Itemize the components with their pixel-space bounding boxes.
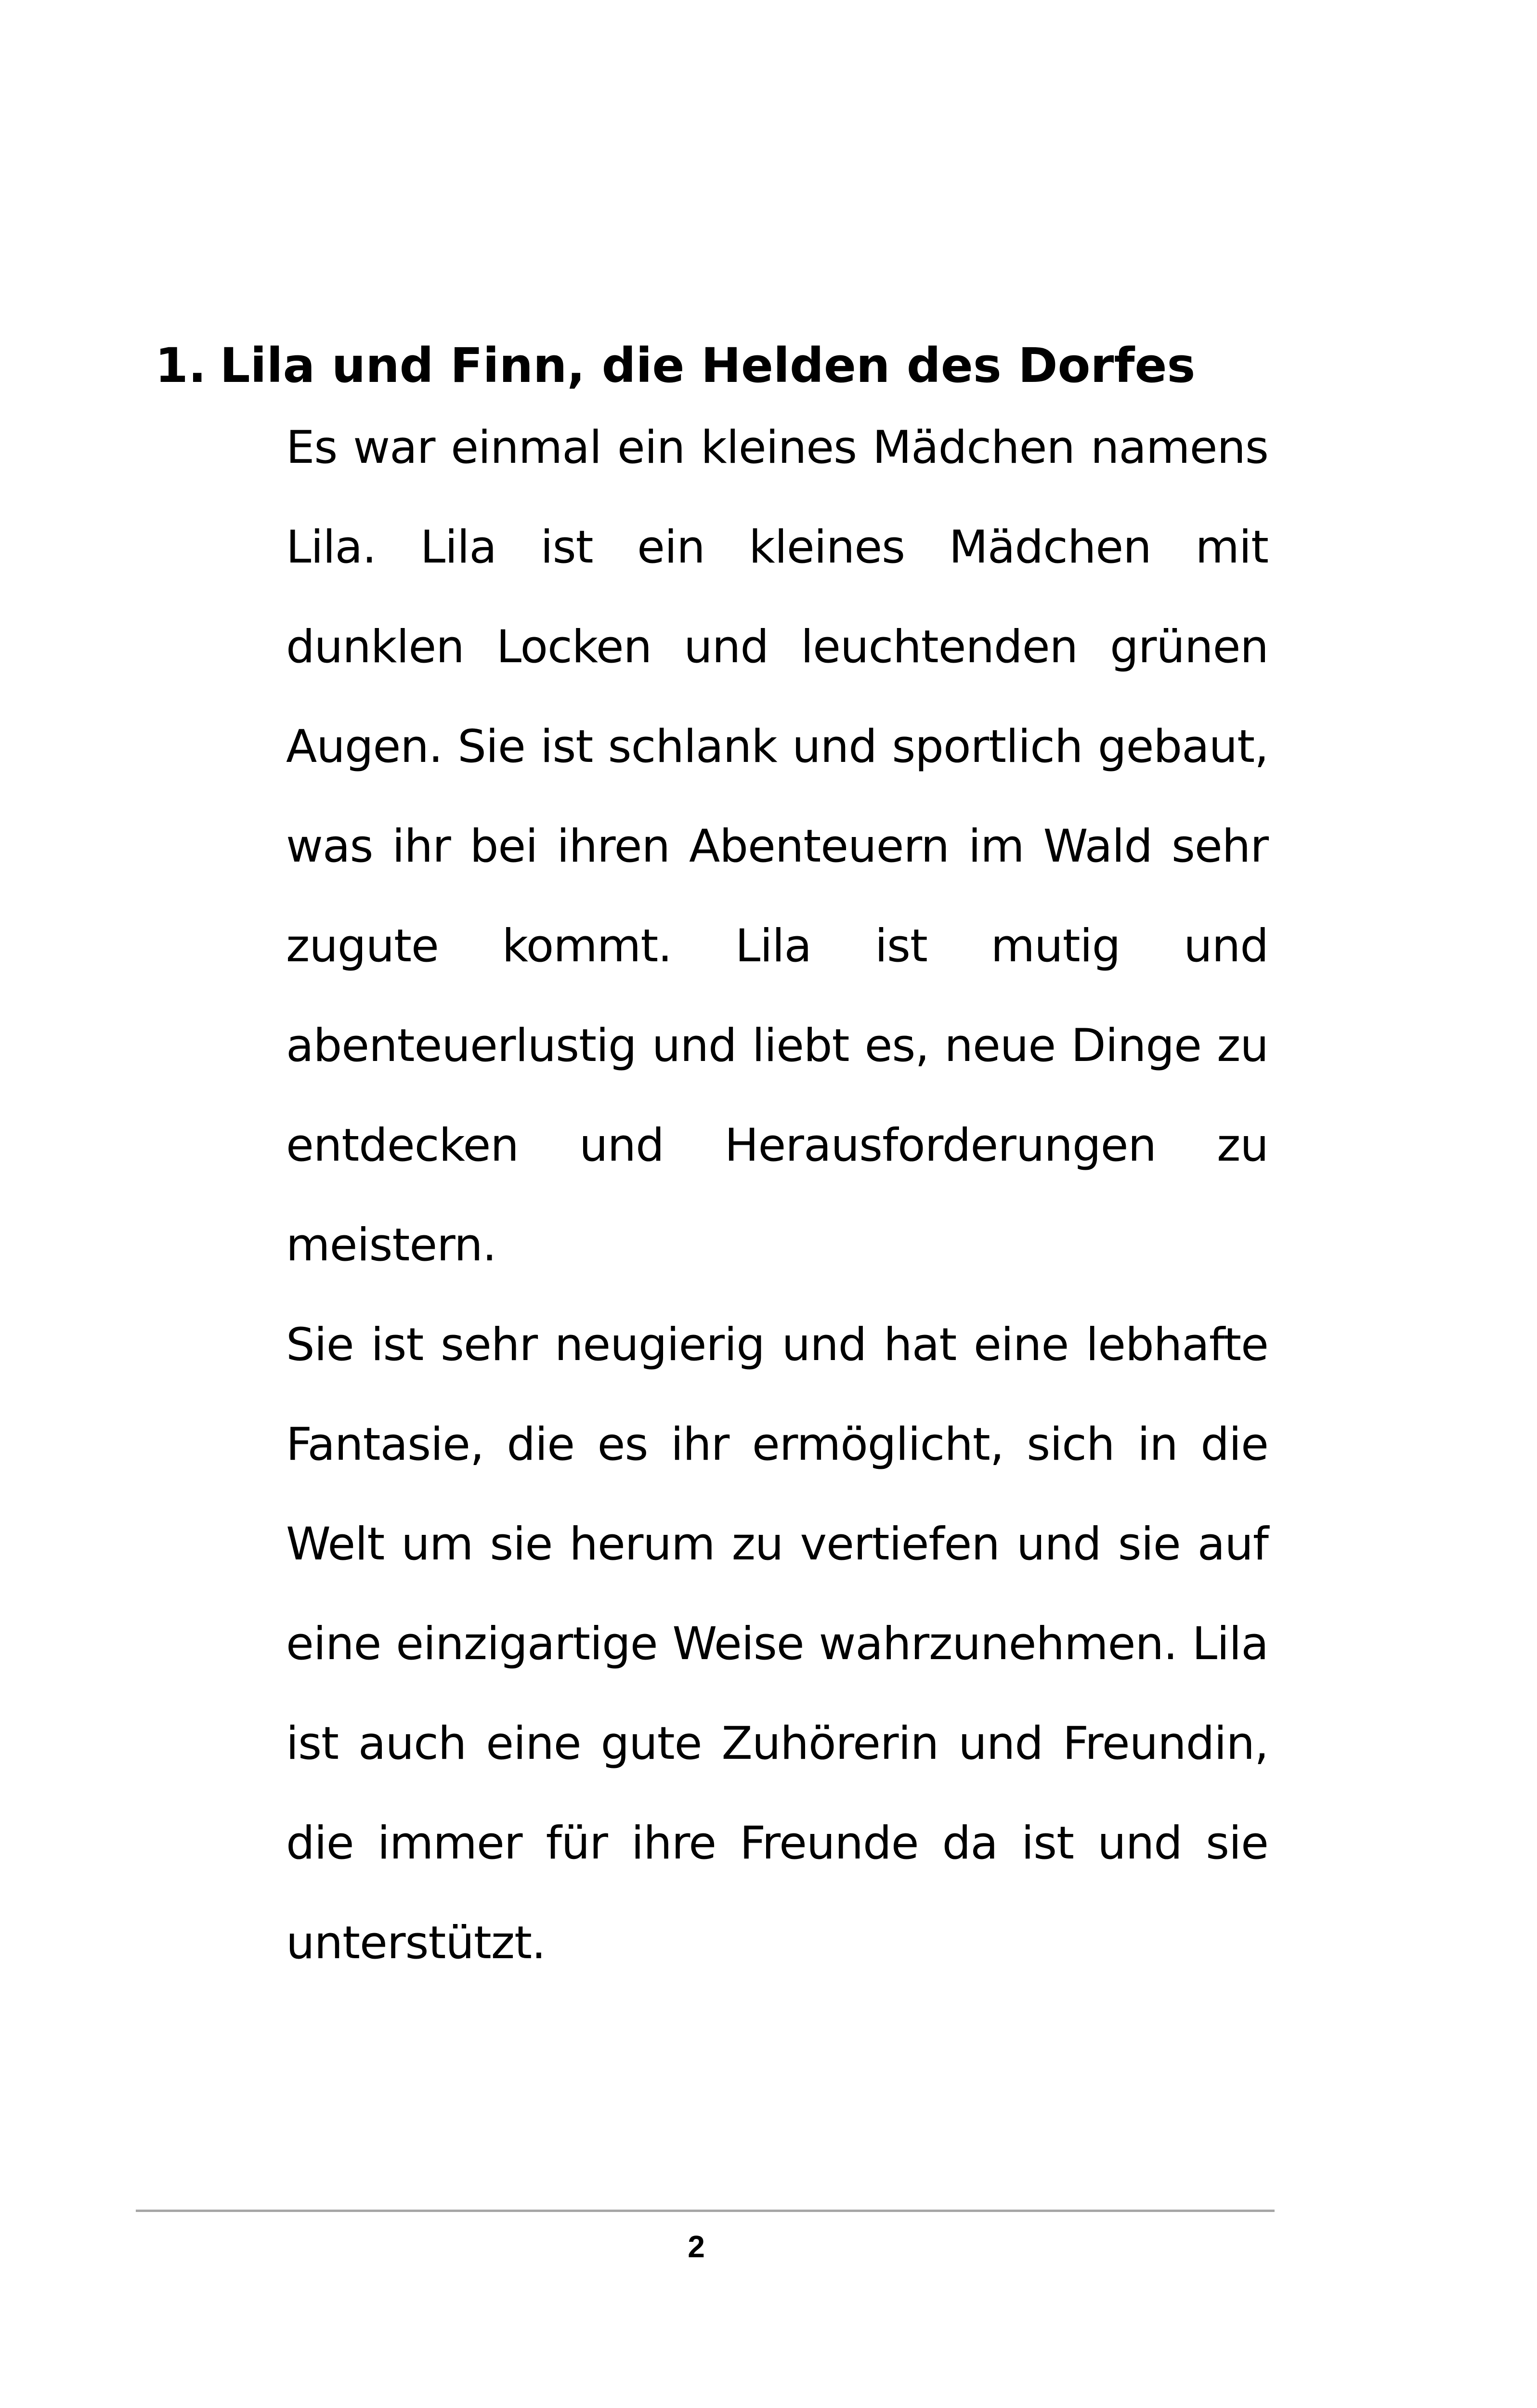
page-number: 2 [688, 2229, 705, 2264]
story-paragraph-1: Es war einmal ein kleines Mädchen namens Lila. Lila ist ein kleines Mädchen mit dunklen Locken und leuchtenden grünen Augen. Sie ist schlank und sportlich gebaut, was ihr bei ihren Abenteuern im Wald sehr zugute kommt. Lila ist mutig und abenteuerlustig und liebt es, neue Dinge zu entdecken und Herausforderungen zu meistern. [286, 421, 1268, 1271]
footer-divider [136, 2210, 1275, 2212]
story-paragraph-2: Sie ist sehr neugierig und hat eine lebhafte Fantasie, die es ihr ermöglicht, sich in die Welt um sie herum zu vertiefen und sie auf eine einzigartige Weise wahrzunehmen. Lila ist auch eine gute Zuhörerin und Freundin, die immer für ihre Freunde da ist und sie unterstützt. [286, 1319, 1268, 1969]
story-body [286, 398, 1268, 1993]
chapter-title: Lila und Finn, die Helden des Dorfes [220, 338, 1196, 393]
chapter-number: 1. [155, 338, 207, 393]
chapter-heading [155, 332, 1311, 400]
